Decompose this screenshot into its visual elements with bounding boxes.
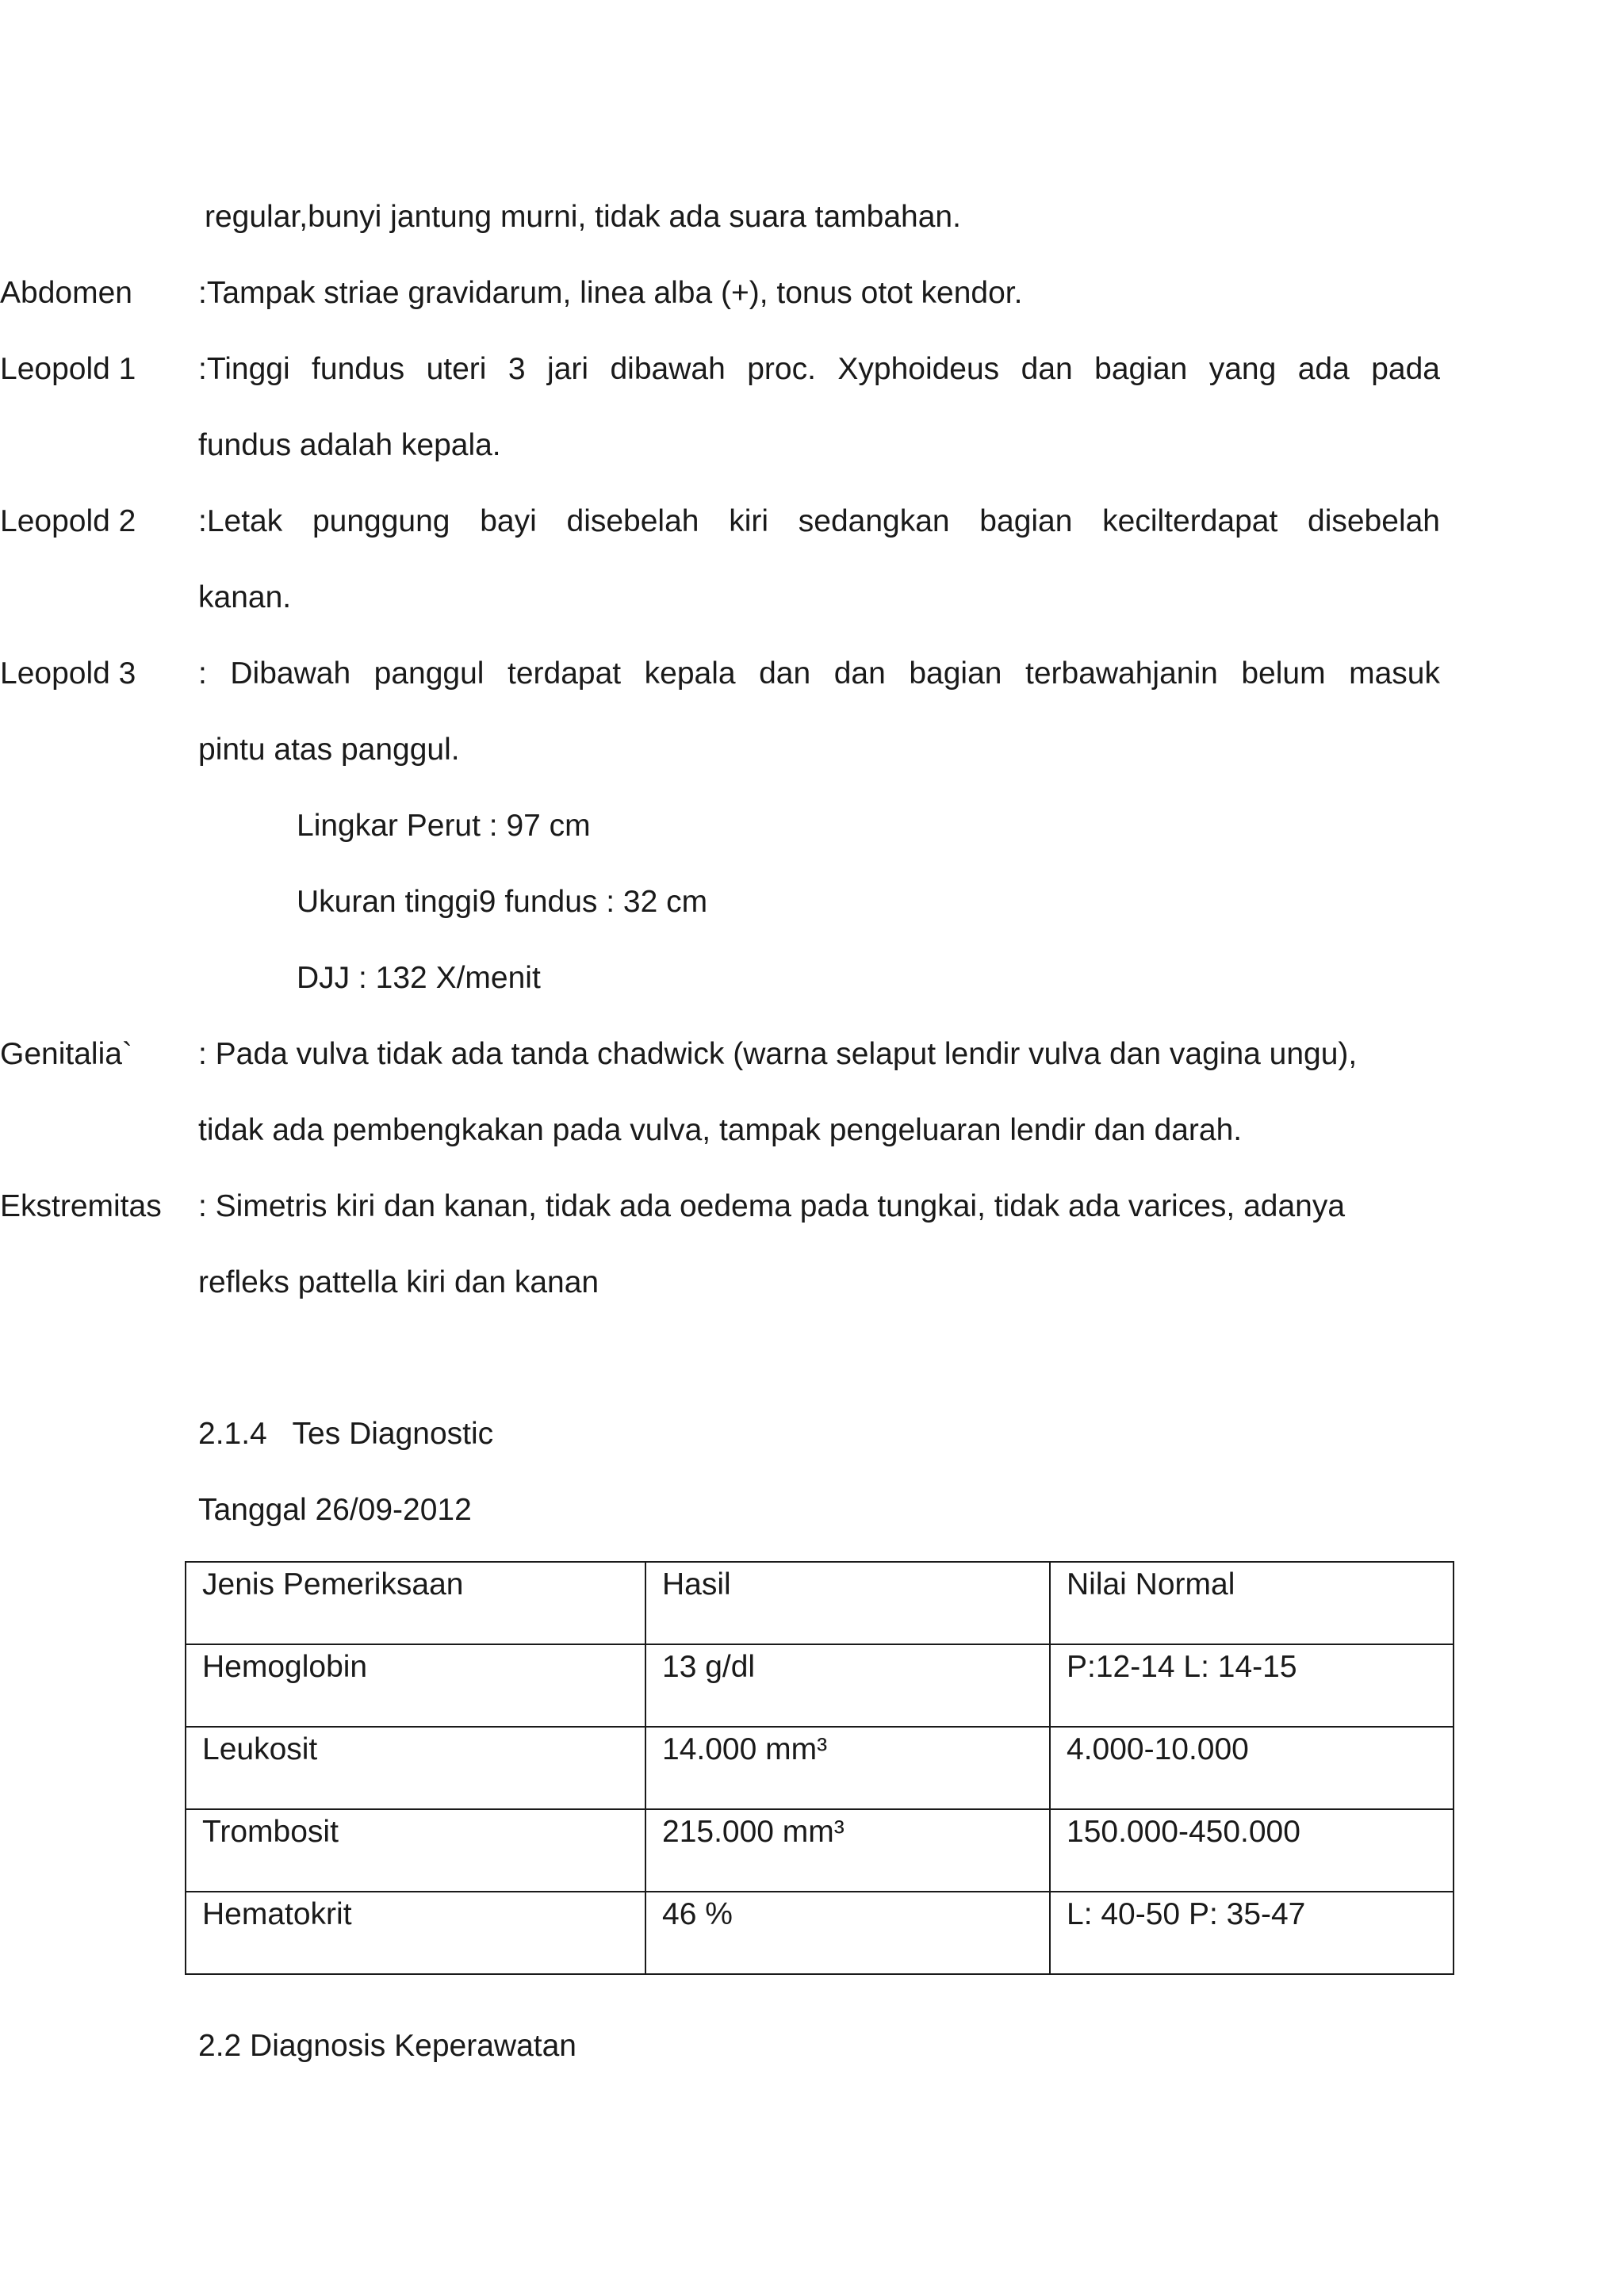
- ekstremitas-text-line1: : Simetris kiri dan kanan, tidak ada oedema pada tungkai, tidak ada varices, adanya: [198, 1189, 1346, 1223]
- leopold1-label: Leopold 1: [0, 352, 136, 386]
- measurement-djj: DJJ : 132 X/menit: [297, 961, 541, 995]
- table-row: [186, 1892, 1454, 1974]
- table-cell: 14.000 mm³: [645, 1727, 1050, 1809]
- table-header-cell: Jenis Pemeriksaan: [186, 1562, 645, 1644]
- table-cell: 13 g/dl: [645, 1644, 1050, 1727]
- table-row: [186, 1809, 1454, 1892]
- table-cell: Hematokrit: [186, 1892, 645, 1974]
- abdomen-text: :Tampak striae gravidarum, linea alba (+), tonus otot kendor.: [198, 276, 1023, 310]
- measurement-tinggi-fundus: Ukuran tinggi9 fundus : 32 cm: [297, 885, 708, 919]
- table-cell: Hemoglobin: [186, 1644, 645, 1727]
- ekstremitas-text-line2: refleks pattella kiri dan kanan: [198, 1265, 599, 1299]
- table-cell: 150.000-450.000: [1050, 1809, 1454, 1892]
- table-cell: Trombosit: [186, 1809, 645, 1892]
- table-cell: 46 %: [645, 1892, 1050, 1974]
- genitalia-text-line1: : Pada vulva tidak ada tanda chadwick (warna selaput lendir vulva dan vagina ungu),: [198, 1037, 1358, 1071]
- leopold1-text-line1: :Tinggi fundus uteri 3 jari dibawah proc. Xyphoideus dan bagian yang ada pada: [198, 352, 1440, 386]
- table-cell: 4.000-10.000: [1050, 1727, 1454, 1809]
- leopold3-text-line1: : Dibawah panggul terdapat kepala dan dan bagian terbawahjanin belum masuk: [198, 656, 1440, 691]
- table-cell: L: 40-50 P: 35-47: [1050, 1892, 1454, 1974]
- table-cell: P:12-14 L: 14-15: [1050, 1644, 1454, 1727]
- table-header-cell: Nilai Normal: [1050, 1562, 1454, 1644]
- genitalia-text-line2: tidak ada pembengkakan pada vulva, tampak pengeluaran lendir dan darah.: [198, 1113, 1243, 1147]
- table-row: [186, 1644, 1454, 1727]
- leopold3-text-line2: pintu atas panggul.: [198, 733, 460, 767]
- table-header-cell: Hasil: [645, 1562, 1050, 1644]
- test-date: Tanggal 26/09-2012: [198, 1493, 472, 1527]
- measurement-lingkar-perut: Lingkar Perut : 97 cm: [297, 809, 591, 843]
- section-heading-tes-diagnostic: 2.1.4 Tes Diagnostic: [198, 1417, 494, 1451]
- leopold2-label: Leopold 2: [0, 504, 136, 538]
- table-cell: Leukosit: [186, 1727, 645, 1809]
- genitalia-label: Genitalia`: [0, 1037, 132, 1071]
- leopold2-text-line2: kanan.: [198, 580, 292, 614]
- leopold2-text-line1: :Letak punggung bayi disebelah kiri sedangkan bagian kecilterdapat disebelah: [198, 504, 1440, 538]
- table-cell: 215.000 mm³: [645, 1809, 1050, 1892]
- table-row: [186, 1727, 1454, 1809]
- lab-results-table: [185, 1561, 1454, 1975]
- table-header-row: [186, 1562, 1454, 1644]
- continuation-line: regular,bunyi jantung murni, tidak ada suara tambahan.: [205, 200, 961, 234]
- abdomen-label: Abdomen: [0, 276, 132, 310]
- ekstremitas-label: Ekstremitas: [0, 1189, 162, 1223]
- section-heading-diagnosis-keperawatan: 2.2 Diagnosis Keperawatan: [198, 2029, 576, 2063]
- leopold3-label: Leopold 3: [0, 656, 136, 691]
- leopold1-text-line2: fundus adalah kepala.: [198, 428, 501, 462]
